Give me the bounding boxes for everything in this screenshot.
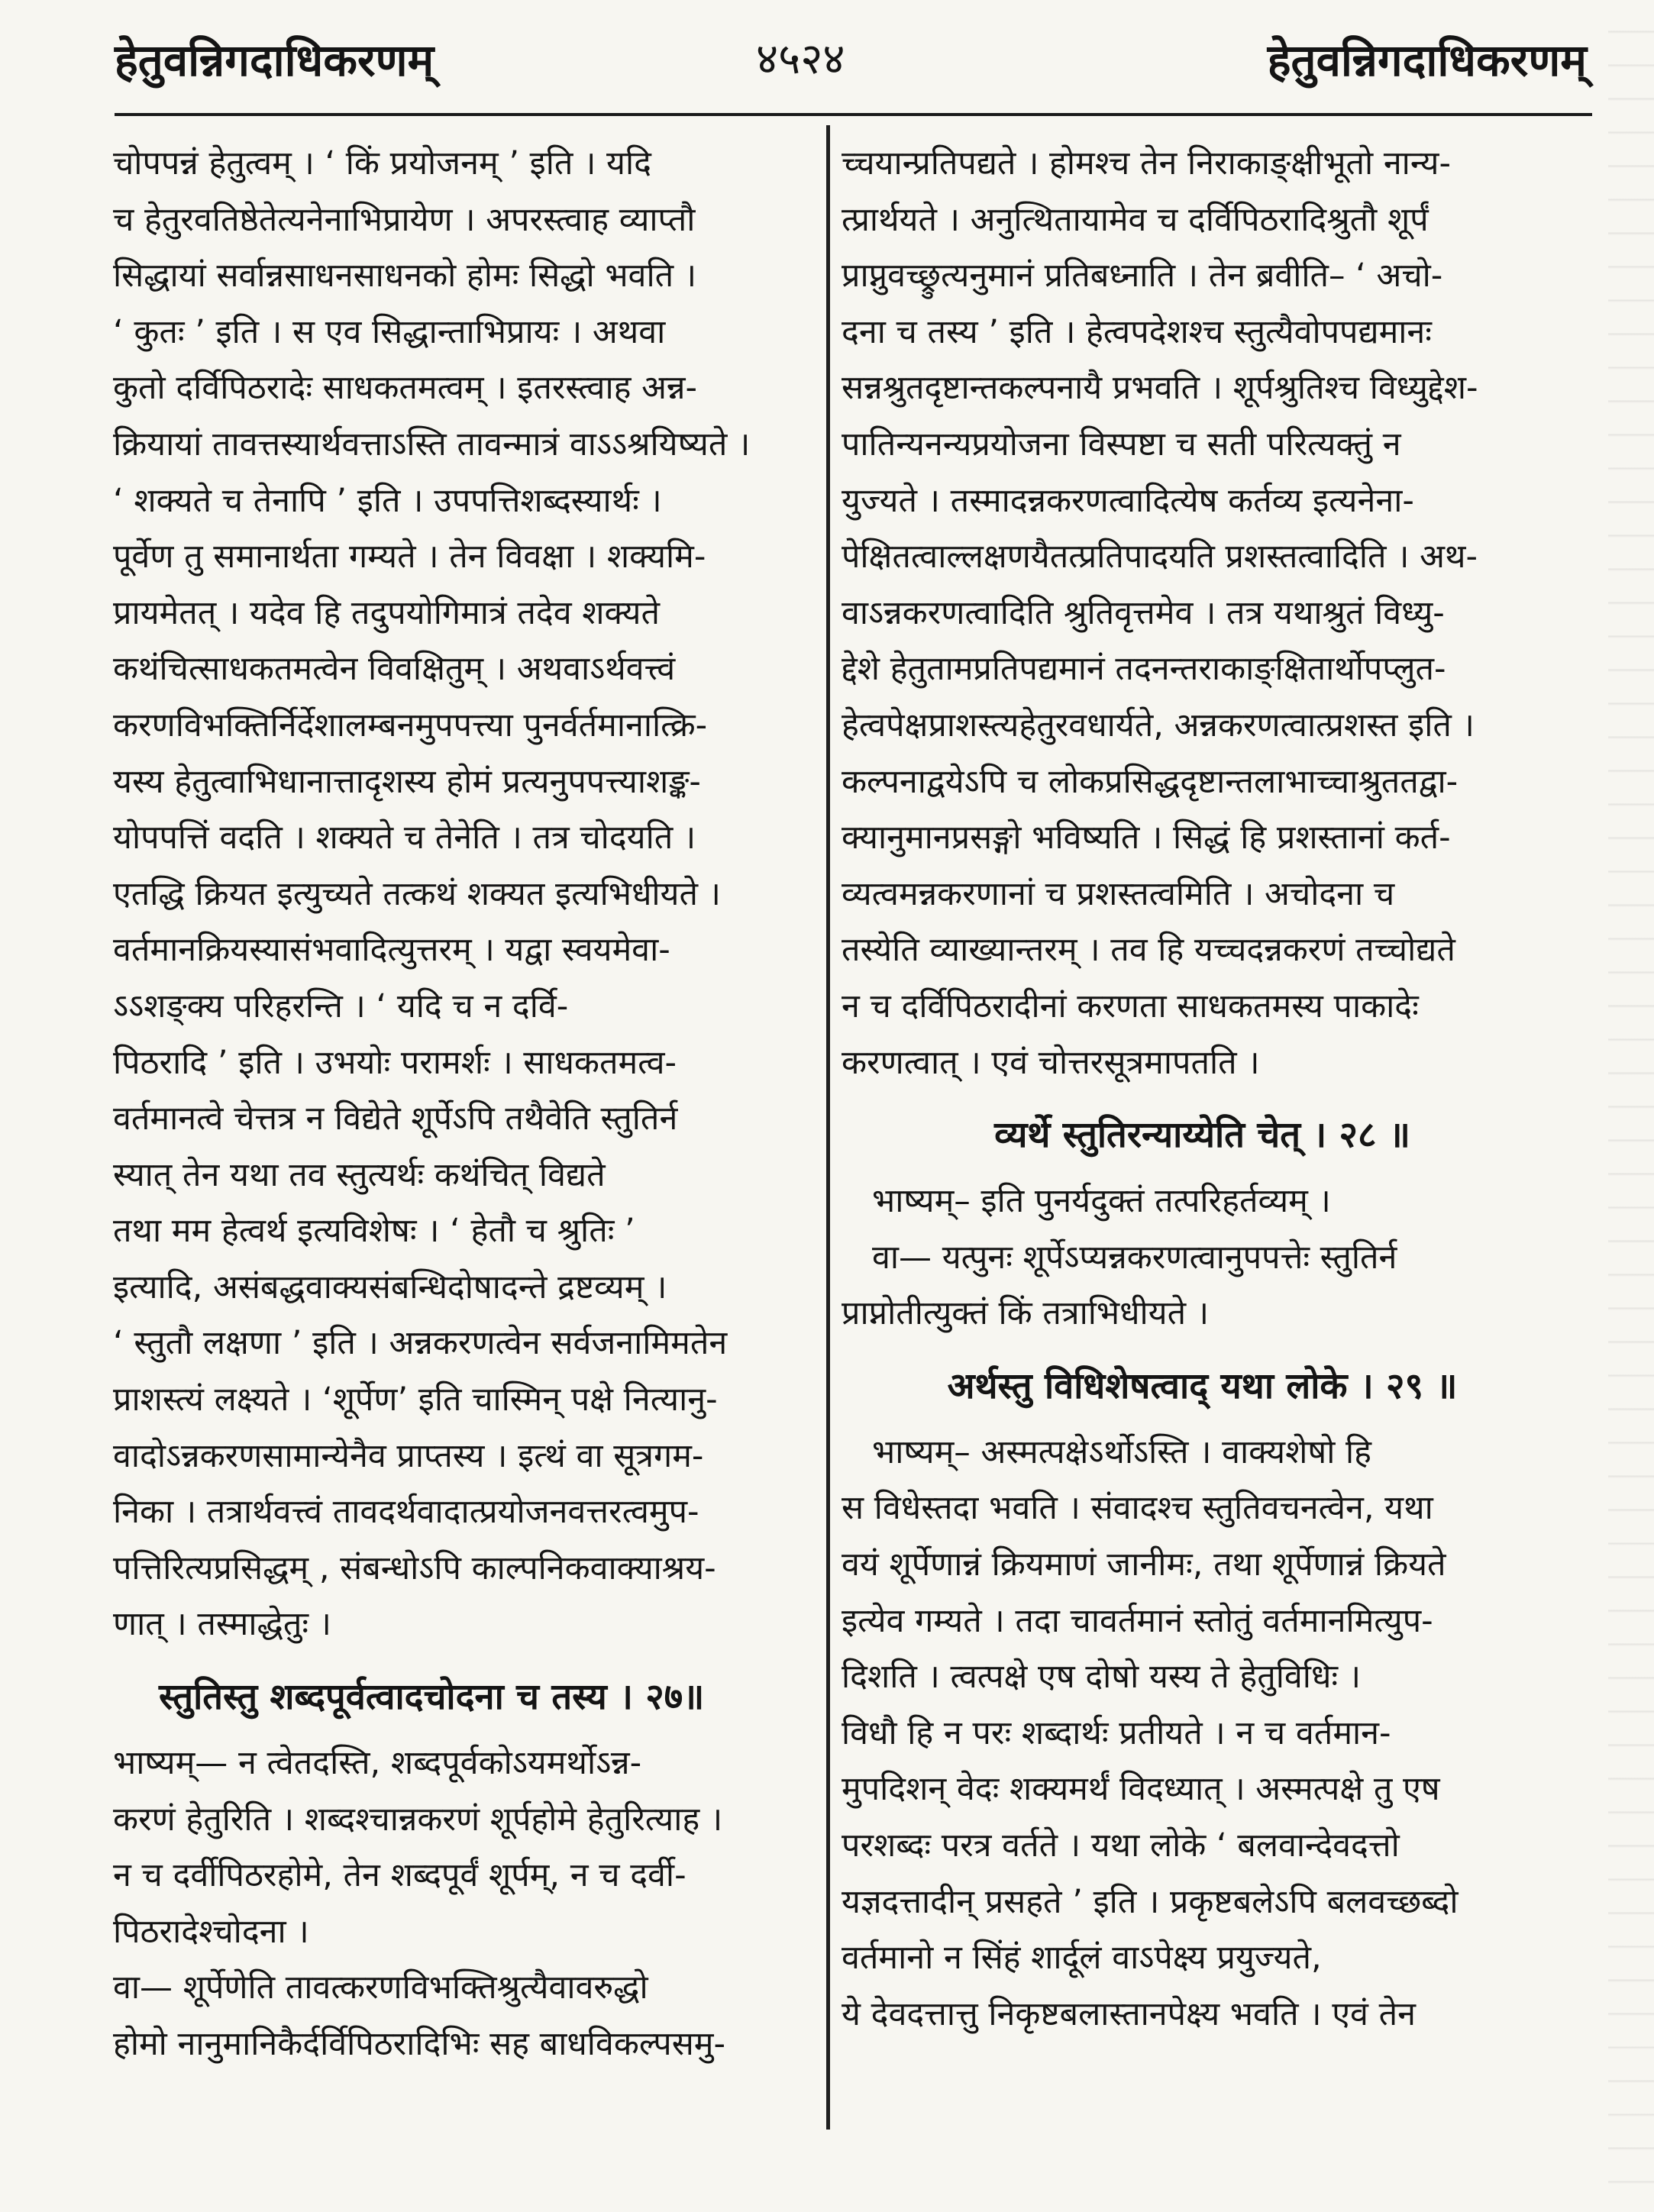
left-commentary-paragraph: चोपपन्नं हेतुत्वम् । ‘ किं प्रयोजनम् ’ इति । यदि च हेतुरवतिष्ठेतेत्यनेनाभिप्रायेण । अपरस्त्वाह व्याप्तौ सिद्धायां सर्वान्नसाधनसाधनको होमः सिद्धो भवति । ‘ कुतः ’ इति । स एव सिद्धान्ताभिप्रायः । अथवा कुतो दर्विपिठरादेः साधकतमत्वम् । इतरस्त्वाह अन्न- क्रियायां तावत्तस्यार्थवत्ताऽस्ति तावन्मात्रं वाऽऽश्रयिष्यते । ‘ शक्यते च तेनापि ’ इति । उपपत्तिशब्दस्यार्थः । पूर्वेण तु समानार्थता गम्यते । तेन विवक्षा । शक्यमि- प्रायमेतत् । यदेव हि तदुपयोगिमात्रं तदेव शक्यते कथंचित्साधकतमत्वेन विवक्षितुम् । अथवाऽर्थवत्त्वं करणविभक्तिर्निर्देशालम्बनमुपपत्त्या पुनर्वर्तमानात्क्रि- यस्य हेतुत्वाभिधानात्तादृशस्य होमं प्रत्यनुपपत्त्याशङ्क- योपपत्तिं वदति । शक्यते च तेनेति । तत्र चोदयति । एतद्धि क्रियत इत्युच्यते तत्कथं शक्यत इत्यभिधीयते । वर्तमानक्रियस्यासंभवादित्युत्तरम् । यद्वा स्वयमेवा- ऽऽशङ्क्य परिहरन्ति । ‘ यदि च न दर्वि- पिठरादि ’ इति । उभयोः परामर्शः । साधकतमत्व- वर्तमानत्वे चेत्तत्र न विद्येते शूर्पेऽपि तथैवेति स्तुतिर्न स्यात् तेन यथा तव स्तुत्यर्थः कथंचित् विद्यते तथा मम हेत्वर्थ इत्यविशेषः । ‘ हेतौ च श्रुतिः ’ इत्यादि, असंबद्धवाक्यसंबन्धिदोषादन्ते द्रष्टव्यम् । ‘ स्तुतौ लक्षणा ’ इति । अन्नकरणत्वेन सर्वजनामिमतेन प्राशस्त्यं लक्ष्यते । ‘शूर्पेण’ इति चास्मिन् पक्षे नित्यानु- वादोऽन्नकरणसामान्येनैव प्राप्तस्य । इत्थं वा सूत्रगम- निका । तत्रार्थवत्त्वं तावदर्थवादात्प्रयोजनवत्तरत्वमुप- पत्तिरित्यप्रसिद्धम् , संबन्धोऽपि काल्पनिकवाक्याश्रय- णात् । तस्माद्धेतुः ।: [113, 144, 751, 1644]
vartika-27-paragraph: वा— शूर्पेणेति तावत्करणविभक्तिश्रुत्यैवावरुद्धो होमो नानुमानिकैर्दर्विपिठरादिभिः सह बाधविकल्पसमु-: [113, 1968, 726, 2063]
page-number: ४५२४: [756, 34, 845, 84]
bhashya-29-paragraph: भाष्यम्– अस्मत्पक्षेऽर्थोऽस्ति । वाक्यशेषो हि स विधेस्तदा भवति । संवादश्च स्तुतिवचनत्वेन, यथा वयं शूर्पेणान्नं क्रियमाणं जानीमः, तथा शूर्पेणान्नं क्रियते इत्येव गम्यते । तदा चावर्तमानं स्तोतुं वर्तमानमित्युप- दिशति । त्वत्पक्षे एष दोषो यस्य ते हेतुविधिः । विधौ हि न परः शब्दार्थः प्रतीयते । न च वर्तमान- मुपदिशन् वेदः शक्यमर्थं विदध्यात् । अस्मत्पक्षे तु एष परशब्दः परत्र वर्तते । यथा लोके ‘ बलवान्देवदत्तो यज्ञदत्तादीन् प्रसहते ’ इति । प्रकृष्टबलेऽपि बलवच्छब्दो वर्तमानो न सिंहं शार्दूलं वाऽपेक्ष्य प्रयुज्यते, ये देवदत्तात्तु निकृष्टबलास्तानपेक्ष्य भवति । एवं तेन: [842, 1432, 1459, 2033]
sutra-27: स्तुतिस्तु शब्दपूर्वत्वादचोदना च तस्य । २७॥: [159, 1676, 705, 1719]
vartika-28-paragraph: वा— यत्पुनः शूर्पेऽप्यन्नकरणत्वानुपपत्तेः स्तुतिर्न प्राप्नोतीत्युक्तं किं तत्राभिधीयते ।: [842, 1238, 1397, 1333]
right-column: [842, 136, 1563, 2042]
scan-edge-noise: [1608, 0, 1654, 2212]
bhashya-27-paragraph: भाष्यम्— न त्वेतदस्ति, शब्दपूर्वकोऽयमर्थोऽन्न- करणं हेतुरिति । शब्दश्चान्नकरणं शूर्पहोमे हेतुरित्याह । न च दर्वीपिठरहोमे, तेन शब्दपूर्वं शूर्पम्, न च दर्वी- पिठरादेश्चोदना ।: [113, 1744, 723, 1951]
left-column: [113, 136, 800, 2073]
bhashya-28-paragraph: भाष्यम्– इति पुनर्यदुक्तं तत्परिहर्तव्यम् ।: [872, 1182, 1331, 1221]
running-head-left: हेतुवन्निगदाधिकरणम्: [115, 34, 434, 86]
header-rule: [115, 113, 1592, 116]
sutra-28: व्यर्थे स्तुतिरन्याय्येति चेत् । २८ ॥: [994, 1114, 1410, 1157]
column-divider: [826, 125, 830, 2130]
right-commentary-paragraph: च्चयान्प्रतिपद्यते । होमश्च तेन निराकाङ्क्षीभूतो नान्य- त्प्रार्थयते । अनुत्थितायामेव च दर्विपिठरादिश्रुतौ शूर्पं प्राप्नुवच्छ्रुत्यनुमानं प्रतिबध्नाति । तेन ब्रवीति– ‘ अचो- दना च तस्य ’ इति । हेत्वपदेशश्च स्तुत्यैवोपपद्यमानः सन्नश्रुतदृष्टान्तकल्पनायै प्रभवति । शूर्पश्रुतिश्च विध्युद्देश- पातिन्यनन्यप्रयोजना विस्पष्टा च सती परित्यक्तुं न युज्यते । तस्मादन्नकरणत्वादित्येष कर्तव्य इत्यनेना- पेक्षितत्वाल्लक्षणयैतत्प्रतिपादयति प्रशस्तत्वादिति । अथ- वाऽन्नकरणत्वादिति श्रुतिवृत्तमेव । तत्र यथाश्रुतं विध्यु- द्देशे हेतुतामप्रतिपद्यमानं तदनन्तराकाङ्क्षितार्थोपप्लुत- हेत्वपेक्षप्राशस्त्यहेतुरवधार्यते, अन्नकरणत्वात्प्रशस्त इति । कल्पनाद्वयेऽपि च लोकप्रसिद्धदृष्टान्तलाभाच्चाश्रुततद्वा- क्यानुमानप्रसङ्गो भविष्यति । सिद्धं हि प्रशस्तानां कर्त- व्यत्वमन्नकरणानां च प्रशस्तत्वमिति । अचोदना च तस्येति व्याख्यान्तरम् । तव हि यच्चदन्नकरणं तच्चोद्यते न च दर्विपिठरादीनां करणता साधकतमस्य पाकादेः करणत्वात् । एवं चोत्तरसूत्रमापतति ।: [842, 144, 1478, 1082]
running-head-right: हेतुवन्निगदाधिकरणम्: [1267, 34, 1587, 86]
sutra-29: अर्थस्तु विधिशेषत्वाद् यथा लोके । २९ ॥: [947, 1364, 1458, 1407]
